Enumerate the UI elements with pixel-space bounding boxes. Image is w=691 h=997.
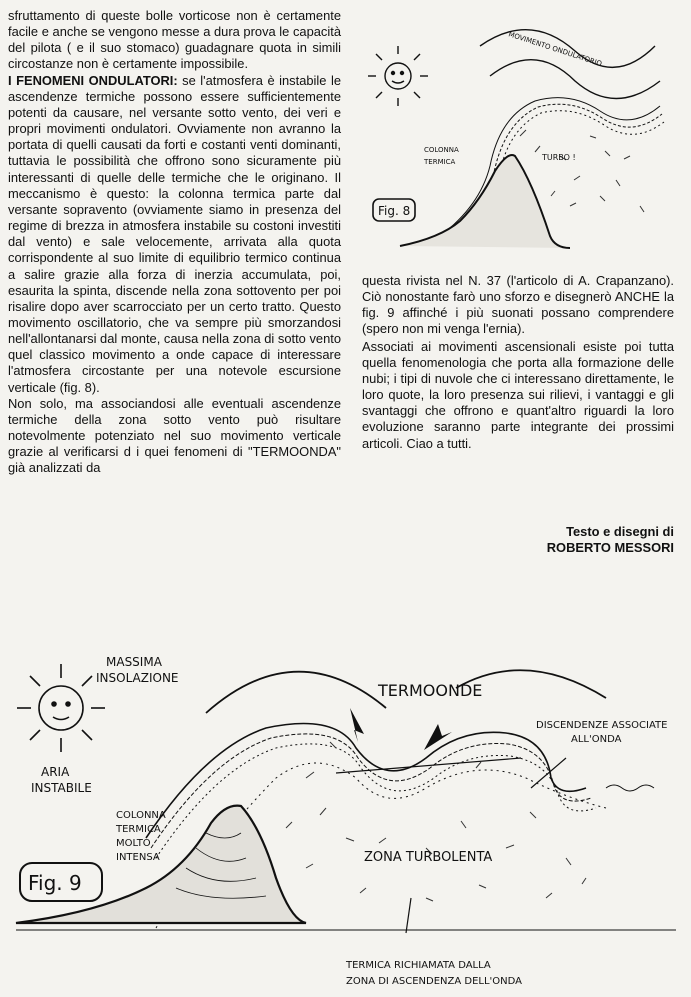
turbulence-arrows <box>520 130 644 212</box>
paragraph-wave-text: se l'atmosfera è instabile le ascendenze termiche possono essere sufficientemente potenti da causare, nel versante sotto vento, dei veri e propri movimenti ondulatori. Ovviamente non avranno la portata di quelli causati da forti e costanti venti dominanti, tuttavia le possibilità che offrono sono sicuramente più interessanti di quelle delle termiche che le originano. Il meccanismo è questo: la colonna termica parte dal versante sopravento (ovviamente siamo in presenza del regime di brezza in atmosfera instabile su costoni investiti dal vento) e sale velocemente, arrivata alla quota corrispondente al suo limite di equilibrio termico continua a salire grazie alla forza di inerzia accumulata, poi, esaurita la spinta, discende nella zona sottovento per poi risalire dopo aver scarrocciato per un certo tratto. Questo movimento oscillatorio, che va sempre più smorzandosi nell'allontanarsi dal monte, causa nella zona di sotto vento quel classico movimento a onde capace di interessare l'atmosfera circostante per una notevole escursione verticale (fig. 8). <box>8 72 341 395</box>
unstable-label-2: INSTABILE <box>31 781 92 795</box>
mountain-shape <box>16 806 306 923</box>
fig9-label: Fig. 9 <box>28 871 82 895</box>
recalled-arrow <box>406 898 411 933</box>
mountain-shape <box>400 155 570 248</box>
paragraph-clouds: Associati ai movimenti ascensionali esiste poi tutta quella fenomenologia che porta alla formazione delle nubi; i tipi di nuvole che ci interessano direttamente, le loro quote, la loro presenza sui rilievi, i vantaggi e gli svantaggi che offrono e quant'altro riguardi la loro evoluzione saranno parte integrante dei prossimi articoli. Ciao a tutti. <box>362 338 674 451</box>
figure-8-drawing <box>360 6 678 258</box>
paragraph-termoonda: Non solo, ma associandosi alle eventuali ascendenze termiche della zona sotto vento può risultare notevolmente potenziato nel suo movimento verticale grazie al verificarsi d i quei fenomeni di "TERMOONDA" già analizzati da <box>8 395 341 476</box>
unstable-label-1: ARIA <box>41 765 70 779</box>
author-credit <box>547 524 674 556</box>
descendants-label-1: DISCENDENZE ASSOCIATE <box>536 720 668 731</box>
sun-icon <box>17 664 105 752</box>
column-label-3: MOLTO <box>116 838 151 849</box>
descendants-label-2: ALL'ONDA <box>571 734 622 745</box>
fig8-label: Fig. 8 <box>378 204 411 218</box>
column-label-2: TERMICA <box>424 158 456 166</box>
turbulent-zone-label: ZONA TURBOLENTA <box>364 850 493 865</box>
right-column <box>362 273 674 453</box>
column-label-1: COLONNA <box>424 146 459 154</box>
insolation-label-1: MASSIMA <box>106 655 162 669</box>
column-label-2: TERMICA <box>116 824 161 835</box>
figure-9-drawing <box>6 638 686 993</box>
recalled-thermal-label-1: TERMICA RICHIAMATA DALLA <box>346 960 491 971</box>
recalled-thermal-label-2: ZONA DI ASCENDENZA DELL'ONDA <box>346 976 523 987</box>
descending-arrow-icon <box>350 708 364 742</box>
paragraph-fig9-intro: questa rivista nel N. 37 (l'articolo di A. Crapanzano). Ciò nonostante farò uno sforzo e disegnerò ANCHE la fig. 9 affinché i più suonati possano comprendere (spero non mi venga l'ernia). <box>362 273 674 337</box>
left-column <box>8 8 341 477</box>
paragraph-intro: sfruttamento di queste bolle vorticose non è certamente facile e anche se vengono messe a dura prova le capacità del pilota ( e il suo stomaco) guadagnare quota in simili circostanze non è certamente impossibile. <box>8 8 341 72</box>
author-name: ROBERTO MESSORI <box>546 540 674 555</box>
column-label-1: COLONNA <box>116 810 166 821</box>
ascending-arrow-icon <box>424 724 452 750</box>
termoonde-label: TERMOONDE <box>378 681 483 700</box>
turbulence-arrows <box>286 742 586 901</box>
association-line <box>531 758 566 788</box>
credit-line: Testo e disegni di <box>566 524 674 539</box>
sun-icon <box>368 46 428 106</box>
wave-arcs <box>480 30 660 99</box>
insolation-label-2: INSOLAZIONE <box>96 671 179 685</box>
turbo-label: TURBO ! <box>542 153 576 162</box>
squiggle <box>606 785 654 791</box>
section-keyword: I FENOMENI ONDULATORI: <box>8 72 178 88</box>
paragraph-wave-phenomena <box>8 73 341 396</box>
column-label-4: INTENSA <box>116 852 160 863</box>
wave-label: MOVIMENTO ONDULATORIO <box>507 30 603 69</box>
